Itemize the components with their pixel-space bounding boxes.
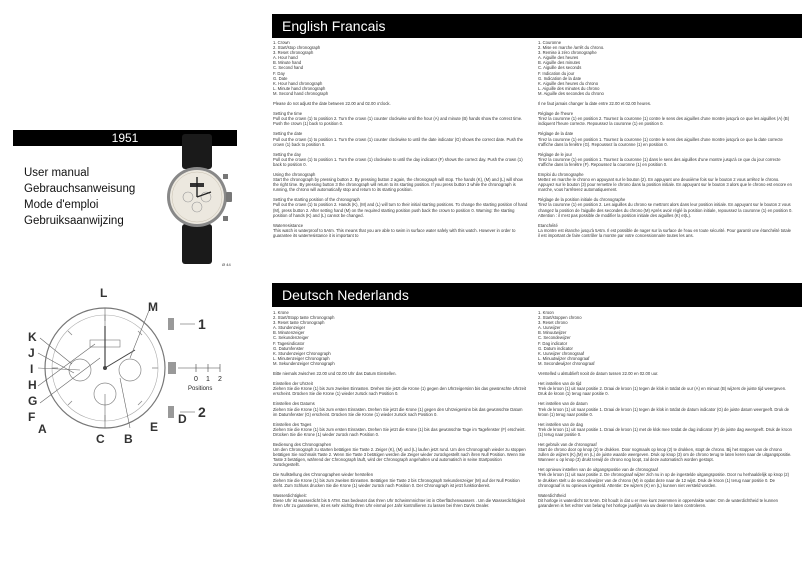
- list-item: L. Minuutwijzer chronograaf: [538, 355, 590, 361]
- diagram-label-B: B: [124, 432, 133, 446]
- diagram-label-I: I: [30, 362, 34, 376]
- french-parts-list: [538, 40, 793, 96]
- section-header-german-dutch: Deutsch Nederlands: [272, 283, 802, 307]
- list-item: F. Tagesindicator: [273, 340, 305, 346]
- heading: Einstellen der Uhrzeit: [273, 381, 313, 387]
- paragraph: Ziehen Sie die Krone (1) bis zum zweiten Einrasten. Drehen Sie jetzt die Krone (1) gegen den Uhrzeigersinn bis das gewünschte Uhrzeit erscheint. Drücken Sie die Krone (1) wieder zurück nach Position 0.: [273, 386, 527, 397]
- position-0: 0: [194, 376, 198, 383]
- paragraph: Trek de kroon (1) uit naar positie 2. De chronograaf wijzer zich nu in op de ingestelde uitgangspositie. Door nu herhaaldelijk op knop (2) te drukken stelt u de secondewijzer van de chrono (M) in opdat deze naar de 12 wijst. Druk de kroon (1) terug naar positie 0. De chronograaf is nu opnieuw ingesteld. Attentie: De wijzers (K) en (L) kunnen niet versteld worden.: [538, 472, 790, 488]
- heading: Setting the date: [273, 131, 303, 137]
- list-item: G. Date: [273, 75, 288, 81]
- diagram-label-A: A: [38, 422, 47, 436]
- diagram-label-2: 2: [198, 404, 206, 420]
- position-2: 2: [218, 376, 222, 383]
- diagram-label-J: J: [28, 346, 35, 360]
- heading: Waterresistance: [273, 222, 304, 228]
- heading: Het opnieuw instellen van de uitgangspositie van de chronograaf: [538, 467, 658, 473]
- list-item: G. Datum indicator: [538, 345, 573, 351]
- positions-label: Positions: [188, 386, 213, 392]
- german-column: [273, 310, 528, 513]
- german-parts-list: [273, 310, 528, 366]
- list-item: M. Secondewijzer chronograaf: [538, 360, 595, 366]
- list-item: 3. Reset taste Chronograph: [273, 320, 325, 326]
- heading: Die Nullstellung des Chronographen wieder herstellen: [273, 472, 374, 478]
- paragraph: Trek de kroon (1) uit naar positie 1. Draai de kroon (1) met de klok mee totdat de dag indicator (F) de juiste dag weergeeft. Druk de kroon (1) terug naar positie 0.: [538, 426, 793, 437]
- heading: Wasserdichtigkeit:: [273, 492, 307, 498]
- list-item: 3. Remise à zéro chronographe: [538, 50, 597, 56]
- heading: Setting the starting position of the chronograph: [273, 197, 360, 203]
- list-item: 2. Mise en marche /arrêt du chrono.: [538, 45, 605, 51]
- list-item: 2. Start/stop chronograph: [273, 45, 321, 51]
- paragraph: Pull out the crown (1) to position 2. Turn the crown (1) counter clockwise until the hour (A) and minute (B) hands show the correct time. Push the crown (1) back to position 0.: [273, 116, 523, 127]
- list-item: C. Aiguille des seconds: [538, 65, 582, 71]
- heading: Réglage de l'heure: [538, 111, 574, 117]
- heading: Etanchéité: [538, 222, 558, 228]
- paragraph: Pull out the crown (1) to position 1. Turn the crown (1) clockwise to until the day indicator (F) shows the correct day. Push the crown (1) back to position 0.: [273, 156, 523, 167]
- model-bar: 1951: [13, 130, 237, 146]
- heading: Het instellen van de tijd: [538, 381, 582, 387]
- heading: Réglage de la position initiale du chronographe: [538, 197, 626, 203]
- diagram-label-M: M: [148, 300, 158, 314]
- list-item: 1. Kroon: [538, 310, 554, 315]
- paragraph: Um den Chronograph zu starten betätigen Sie Taste 2. Zeiger (K), (M) und (L) laufen jetzt rund. Um den Chronograph wieder zu stoppen betätigen Sie nochmals Taste 2. Wenn Sie Taste 3 betätigen werden die Zeiger wieder zurückgestellt nach ihren Null Position. Wenn Sie Taste 3 betätigen, während der Chronograph läuft, wird der Chronograph angehalten und automatisch in seine Startposition zurückgestellt.: [273, 447, 526, 468]
- heading: Emploi du chronographe: [538, 171, 584, 177]
- heading: Waterdichtheid: [538, 492, 566, 498]
- paragraph: Tirez la couronne (1) en position 2. Tournez la couronne (1) contre le sens des aiguilles d'une montre jusqu'à ce que les aiguilles (A) (B) indiquent l'heure correcte. Repoussez la couronne (1) en position 0.: [538, 116, 790, 127]
- heading: Het gebruik van de chronograaf: [538, 441, 597, 447]
- list-item: B. Aiguille des minutes: [538, 60, 581, 66]
- heading: Setting the time: [273, 111, 303, 117]
- list-item: 1. Krone: [273, 310, 289, 315]
- diagram-label-1: 1: [198, 316, 206, 332]
- list-item: L. Minute hand chronograph: [273, 85, 326, 91]
- list-item: C. Sekundenzeiger: [273, 335, 309, 341]
- list-item: A. Stundenzeiger: [273, 325, 306, 331]
- heading: Het instellen van de dag: [538, 421, 583, 427]
- paragraph: Tirez la couronne (1) en position 2. Les aiguilles du chrono se mettront alors dans leur position initiale. En appuyant sur le bouton 2 vous changez la position de l'aiguille des secondes du chrono (M) Après avoir réglé la position initiale, repoussez la couronne (1) en position 0. Attention : il n'est pas possible de modifier la position initiale des aiguilles (K) et(L).: [538, 202, 793, 218]
- paragraph: Tirez la couronne (1) en position 1. Tournez la couronne (1) dans le sens des aiguilles d'une montre jusqu'à ce que du jour correcte s'affiche dans la fenêtre (F). Repoussez la couronne (1) en position 0.: [538, 156, 781, 167]
- paragraph: Ziehen Sie die Krone (1) bis zum ersten Einrasten. Drehen Sie jetzt die Krone (1) gegen den Uhrzeigersinn bis das gewünschte Datum im Datumfenster (G) erscheint. Drücken Sie die Krone (1) wieder zurück nach Position 0.: [273, 406, 523, 417]
- paragraph: Diese Uhr ist wasserdicht bis 5 ATM. Das bedeutet das Ihren Uhr Schwimmnichter ist in Oberflächenwassers . Um die Wasserdichtigkeit Ihren Uhr zu garantieren, ist es sehr wichtig Ihren Uhr einmal per Jahr kontrollieren zu lassen bei Ihren DaVis Dealer.: [273, 497, 526, 508]
- paragraph: Start the chronograph by pressing button 2. By pressing button 2 again, the chronograph will stop. The hands (K), (M) and (L) will show the right time. By pressing button 3 the chronograph will return to its starting position. If you press button 3 while the chronograph is running, the chrono will automatically stop and return to its starting position.: [273, 177, 523, 193]
- list-item: 1. Crown: [273, 40, 290, 45]
- list-item: F. Indication du jour: [538, 70, 575, 76]
- list-item: C. Secondewijzer: [538, 335, 571, 341]
- paragraph: Pull out the crown (1) to position 2. Hands (K), (M) and (L) will turn to their initial starting positions. To change the starting position of hand (M), press button 2. After setting hand (M) on the required starting position push back the crown to position 0. Warning: the starting position of hands (K) and (L) cannot be changed.: [273, 202, 528, 218]
- manual-line-en: User manual: [24, 167, 90, 179]
- list-item: B. Minuutwijzer: [538, 330, 567, 336]
- list-item: M. Aiguille des secondes du chrono: [538, 90, 604, 96]
- english-column: [273, 40, 528, 243]
- heading: Réglage de le jour: [538, 151, 572, 157]
- diagram-label-D: D: [178, 412, 187, 426]
- diagram-label-E: E: [150, 420, 159, 434]
- list-item: K. Stundenzeiger Chronograph: [273, 350, 331, 356]
- heading: Setting the day: [273, 151, 301, 157]
- list-item: K. Hour hand chronograph: [273, 80, 323, 86]
- list-item: 3. Reset chronograph: [273, 50, 314, 56]
- list-item: 2. Start/Stopp taste Chronograph: [273, 315, 335, 321]
- position-1: 1: [206, 376, 210, 383]
- dutch-parts-list: [538, 310, 793, 366]
- french-column: [538, 40, 793, 243]
- diagram-label-G: G: [28, 394, 38, 408]
- list-item: C. Second hand: [273, 65, 304, 71]
- french-note: Il ne faut jamais changer la date entre 22.00 et 02.00 heures.: [538, 101, 652, 107]
- paragraph: Pull out the crown (1) to position 1. Turn the crown (1) counter clockwise to until the date indicator (G) shows the correct date. Push the crown (1) back to position 0.: [273, 136, 523, 147]
- list-item: F. Dag indicator: [538, 340, 568, 346]
- paragraph: La montre est étanche jusqu'à 5Atm. Il est possible de nager sur la surface de l'eau en toute sécurité. Pour garantir une étanchéité totale il est important de faire contrôler la montre par votre concessionnaire toutes les ans.: [538, 227, 792, 238]
- paragraph: Trek de kroon (1) uit naar positie 1. Draai de kroon (1) tegen de klok in totdat de datum indicator (G) de juiste datum weergeeft. Druk de kroon (1) terug naar positie 0.: [538, 406, 789, 417]
- list-item: 1. Couronne: [538, 40, 562, 45]
- german-note: Bitte niemals zwischen 22.00 und 02.00 Uhr das Datum Einstellen.: [273, 371, 397, 377]
- list-item: A. Aiguille des heures: [538, 55, 579, 61]
- list-item: G. Datumfenster: [273, 345, 304, 351]
- english-parts-list: [273, 40, 528, 96]
- manual-line-de: Gebrauchsanweisung: [24, 183, 136, 195]
- manual-line-fr: Mode d'emploi: [24, 199, 99, 211]
- watch-photo: [158, 134, 243, 264]
- list-item: A. Hour hand: [273, 55, 298, 61]
- list-item: K. Uurwijzer chronograaf: [538, 350, 585, 356]
- list-item: B. Minutenzeiger: [273, 330, 305, 336]
- paragraph: Tirez la couronne (1) en position 1. Tournez la couronne (1) contre le sens des aiguilles d'une montre jusqu'à ce que la date correcte s'affiche dans la fenêtre (G). Repoussez la couronne (1) en position 0.: [538, 136, 783, 147]
- list-item: F. Day: [273, 70, 285, 76]
- list-item: 3. Reset chrono: [538, 320, 568, 326]
- paragraph: Dit horloge is waterdicht tot 5Atm. Dit houdt in dat u er mee kunt zwemmen in oppervlakte water. Om de waterdichtheid te kunnen garanderen is het echter van belang het horloge jaarlijks via uw dealer te laten controleren.: [538, 497, 778, 508]
- list-item: M. Second hand chronograph: [273, 90, 329, 96]
- paragraph: Mettez en marche le chrono en appuyant sur le bouton (2). En appuyant une deuxième fois sur le bouton 2 vous arrêtez le chrono. Appuyez sur le bouton (3) pour remettre le chrono dans la position initiale. En appuyant sur le bouton 3 alors que le chrono est encore en marche, vous l'arrêterez automatiquement.: [538, 177, 792, 193]
- list-item: A. Uurwijzer: [538, 325, 561, 331]
- list-item: M. Sekundenzeiger Chronograph: [273, 360, 335, 366]
- heading: Het instellen van de datum: [538, 401, 588, 407]
- watch-diagram: [10, 278, 260, 560]
- list-item: B. Minute hand: [273, 60, 302, 66]
- list-item: L. Aiguille des minutes du chrono: [538, 85, 600, 91]
- paragraph: Trek de kroon (1) uit naar positie 2. Draai de kroon (1) tegen de klok in totdat de uur (A) en minuut (B) wijzers de juiste tijd weergeven. Druk de kroon (1) terug naar positie 0.: [538, 386, 787, 397]
- english-note: Please do not adjust the date between 22.00 and 02.00 o'clock.: [273, 101, 391, 107]
- paragraph: Ziehen Sie die Krone (1) bis zum zweiten Einrasten. Betätigen Sie Taste 2 bis Chronograph Sekundenzeiger (M) auf der Null Position steht. Zum Schluss drucken Sie die Krone (1) wieder zurück nach Position 0. Der Chronograph ist jetzt funktionbereit.: [273, 477, 520, 488]
- dutch-column: [538, 310, 793, 513]
- paragraph: This watch is waterproof to 5Atm. This means that you are able to swim in surface water safely with this watch. However in order to guarantee its waterresistance it is important to: [273, 227, 516, 238]
- heading: Using the chronograph: [273, 171, 316, 177]
- diagram-label-H: H: [28, 378, 37, 392]
- section-header-english-french: English Francais: [272, 14, 802, 38]
- list-item: 2. Start/stoppen chrono: [538, 315, 582, 321]
- heading: Réglage de la date: [538, 131, 574, 137]
- manual-title-list: [24, 165, 135, 229]
- paragraph: Start de chrono door op knop (2) te drukken. Door nogmaals op knop (2) te drukken, stopt de chrono. Bij het stoppen van de chrono zullen de wijzers (K),(M) en (L) de juiste waarde weergeven. Druk op knop (3) om de chrono terug te laten keren naar de uitgangspositie. Wanneer u op knop (3) drukt terwijl de chrono nog loopt, zal deze automatisch worden gestopt.: [538, 447, 792, 463]
- manual-line-nl: Gebruiksaanwijzing: [24, 215, 124, 227]
- heading: Einstellen des Datums: [273, 401, 315, 407]
- dutch-note: Verstelled u alstublieft nooit de datum tussen 22.00 en 02.00 uur.: [538, 371, 659, 377]
- list-item: G. Indication de la date: [538, 75, 582, 81]
- heading: Einstellen des Tages: [273, 421, 312, 427]
- diagram-label-F: F: [28, 410, 36, 424]
- heading: Bedienung des Chronographen: [273, 441, 332, 447]
- paragraph: Ziehen Sie die Krone (1) bis zum ersten Einrasten. Drehen Sie jetzt die Krone (1) bis das gewünschte Tage im Tagefenster (F) erscheint. Drücken Sie die Krone (1) wieder zurück nach Position 0.: [273, 426, 526, 437]
- size-label: Ø 44: [222, 262, 231, 267]
- list-item: K. Aiguille des heures du chrono: [538, 80, 599, 86]
- diagram-label-K: K: [28, 330, 37, 344]
- list-item: L. Minutenzeiger Chronograph: [273, 355, 330, 361]
- diagram-label-L: L: [100, 286, 108, 300]
- diagram-label-C: C: [96, 432, 105, 446]
